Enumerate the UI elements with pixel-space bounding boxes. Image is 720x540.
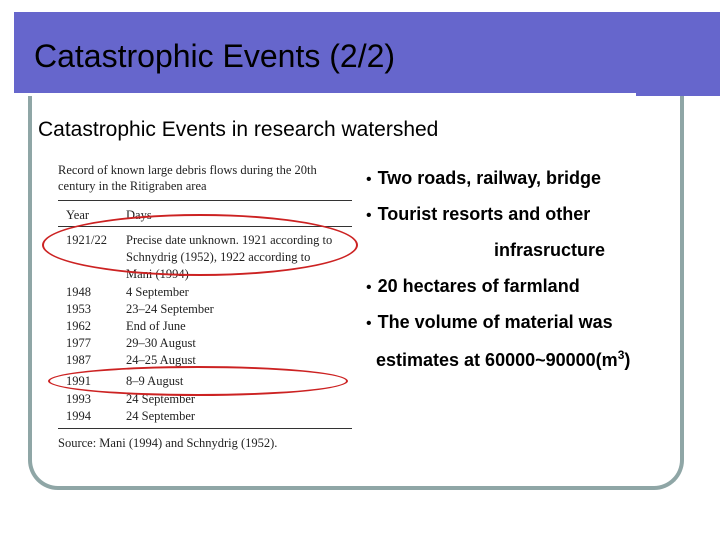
table-row-days: 8–9 August: [126, 374, 184, 388]
bullet-continuation-text: estimates at 60000~90000(m: [376, 350, 618, 370]
table-row-year: 1962: [66, 319, 91, 333]
table-row-year: 1991: [66, 374, 91, 388]
table-row-year: 1953: [66, 302, 91, 316]
table-row-days: 24–25 August: [126, 353, 196, 367]
table-row-days: 23–24 September: [126, 302, 214, 316]
bullet-marker: •: [366, 315, 372, 332]
table-row-year: 1993: [66, 392, 91, 406]
slide-title: Catastrophic Events (2/2): [34, 38, 396, 74]
table-top-rule: [58, 200, 352, 201]
table-bottom-rule: [58, 428, 352, 429]
bullet-item: [366, 204, 590, 225]
table-row-days: 24 September: [126, 392, 196, 406]
bullet-continuation: [376, 348, 630, 371]
table-row-days: Precise date unknown. 1921 according to: [126, 233, 333, 247]
table-row-days: End of June: [126, 319, 186, 333]
bullet-marker: •: [366, 171, 372, 188]
highlight-ellipse-1921: [42, 214, 358, 276]
bullet-text: Tourist resorts and other: [377, 204, 591, 224]
bullet-item: [366, 168, 601, 189]
table-row-year: 1921/22: [66, 233, 107, 247]
bullet-text: The volume of material was: [377, 312, 613, 332]
table-row-year: 1987: [66, 353, 91, 367]
header-days: Days: [126, 208, 152, 222]
closing-paren: ): [624, 350, 631, 370]
table-row-days: Schnydrig (1952), 1922 according to: [126, 250, 311, 264]
table-row-year: 1948: [66, 285, 91, 299]
slide-subtitle: Catastrophic Events in research watershed: [38, 118, 439, 141]
table-row-days: 29–30 August: [126, 336, 196, 350]
bullet-text: 20 hectares of farmland: [377, 276, 580, 296]
table-source: Source: Mani (1994) and Schnydrig (1952).: [58, 436, 278, 450]
bullet-marker: •: [366, 207, 372, 224]
table-caption: Record of known large debris flows during the 20th century in the Ritigraben area: [58, 163, 317, 193]
bullet-item: [366, 312, 613, 333]
table-row-year: 1994: [66, 409, 91, 423]
highlight-ellipse-1991: [48, 366, 348, 396]
debris-flow-table: [56, 160, 356, 460]
bullet-item: [366, 276, 580, 297]
table-row-days: Mani (1994): [126, 267, 189, 281]
superscript: 3: [617, 348, 625, 362]
bullet-text: Two roads, railway, bridge: [377, 168, 601, 188]
table-row-days: 24 September: [126, 409, 196, 423]
table-row-days: 4 September: [126, 285, 189, 299]
header-year: Year: [66, 208, 90, 222]
table-row-year: 1977: [66, 336, 91, 350]
bullet-continuation: infrasructure: [494, 240, 606, 260]
bullet-marker: •: [366, 279, 372, 296]
